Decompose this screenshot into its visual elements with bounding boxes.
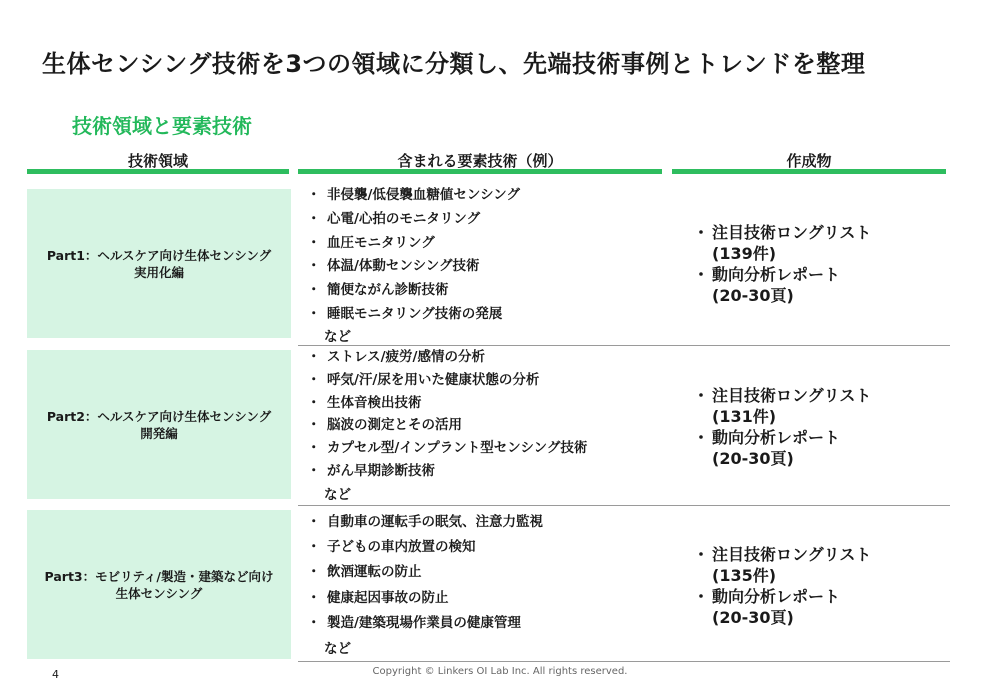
row-label-line: Part1：ヘルスケア向け生体センシング: [46, 247, 272, 263]
deliverables-part2: [690, 385, 940, 469]
list-item: ・ 自動車の運転手の眠気、注意力監視: [305, 510, 665, 535]
element-list-part2: [305, 346, 665, 483]
bullet-icon: ・: [693, 428, 710, 447]
deliverable-pages: (20-30頁): [712, 286, 794, 305]
bullet-icon: ・: [307, 210, 321, 227]
bullet-icon: ・: [307, 305, 321, 322]
section-title: 技術領域と要素技術: [72, 114, 252, 138]
bullet-icon: ・: [693, 265, 710, 284]
list-item: ・ 心電/心拍のモニタリング: [305, 208, 665, 232]
list-item: ・ 飲酒運転の防止: [305, 560, 665, 585]
deliverables-part1: [690, 222, 940, 306]
bullet-icon: ・: [307, 258, 321, 275]
row-label-part2: [27, 350, 291, 499]
row-label-line: 生体センシング: [115, 585, 203, 601]
list-item: ・ がん早期診断技術: [305, 460, 665, 483]
column-header-domain: 技術領域: [27, 150, 289, 174]
row-label-line: 実用化編: [133, 264, 184, 280]
list-item: ・ 非侵襲/低侵襲血糖値センシング: [305, 184, 665, 208]
row-label-line: Part2：ヘルスケア向け生体センシング: [46, 408, 272, 424]
etc-label: など: [324, 329, 351, 345]
list-item: ・ 血圧モニタリング: [305, 232, 665, 256]
bullet-icon: ・: [693, 587, 710, 606]
element-list-part1: [305, 184, 665, 327]
column-header-elements: 含まれる要素技術（例）: [298, 150, 662, 174]
deliverable-count: (131件): [712, 407, 777, 426]
bullet-icon: ・: [307, 371, 321, 388]
bullet-icon: ・: [307, 514, 321, 530]
row-label-line: Part3：モビリティ/製造・建築など向け: [44, 568, 274, 584]
list-item: ・ カプセル型/インプラント型センシング技術: [305, 437, 665, 460]
row-label-line: 開発編: [140, 425, 178, 441]
deliverable-pages: (20-30頁): [712, 449, 794, 468]
bullet-icon: ・: [307, 394, 321, 411]
deliverable-item: ・ 動向分析レポート: [693, 428, 841, 447]
bullet-icon: ・: [307, 614, 321, 631]
row-divider: [298, 661, 950, 662]
bullet-icon: ・: [307, 417, 321, 434]
bullet-icon: ・: [307, 440, 321, 457]
bullet-icon: ・: [307, 187, 321, 203]
bullet-icon: ・: [307, 539, 321, 556]
list-item: ・ 製造/建築現場作業員の健康管理: [305, 611, 665, 636]
list-item: ・ ストレス/疲労/感情の分析: [305, 346, 665, 369]
list-item: ・ 生体音検出技術: [305, 392, 665, 415]
list-item: ・ 子どもの車内放置の検知: [305, 535, 665, 560]
deliverable-item: ・ 注目技術ロングリスト: [693, 386, 872, 405]
bullet-icon: ・: [307, 589, 321, 606]
deliverable-pages: (20-30頁): [712, 608, 794, 627]
bullet-icon: ・: [307, 282, 321, 299]
deliverables-part3: [690, 544, 940, 628]
etc-label: など: [324, 641, 351, 657]
list-item: ・ 簡便ながん診断技術: [305, 279, 665, 303]
column-header-deliverables: 作成物: [672, 150, 946, 174]
list-item: ・ 脳波の測定とその活用: [305, 414, 665, 437]
deliverable-item: ・ 動向分析レポート: [693, 265, 841, 284]
list-item: ・ 体温/体動センシング技術: [305, 255, 665, 279]
etc-label: など: [324, 487, 351, 503]
row-divider: [298, 505, 950, 506]
bullet-icon: ・: [307, 564, 321, 581]
list-item: ・ 呼気/汗/尿を用いた健康状態の分析: [305, 369, 665, 392]
row-label-part3: [27, 510, 291, 659]
bullet-icon: ・: [307, 462, 321, 479]
bullet-icon: ・: [693, 386, 710, 405]
deliverable-item: ・ 動向分析レポート: [693, 587, 841, 606]
bullet-icon: ・: [307, 234, 321, 251]
deliverable-item: ・ 注目技術ロングリスト: [693, 545, 872, 564]
bullet-icon: ・: [693, 545, 710, 564]
bullet-icon: ・: [307, 349, 321, 365]
copyright-notice: Copyright © Linkers OI Lab Inc. All rights reserved.: [372, 666, 628, 677]
deliverable-count: (139件): [712, 244, 777, 263]
row-label-part1: [27, 189, 291, 338]
page-title: 生体センシング技術を3つの領域に分類し、先端技術事例とトレンドを整理: [42, 50, 866, 78]
deliverable-item: ・ 注目技術ロングリスト: [693, 223, 872, 242]
list-item: ・ 健康起因事故の防止: [305, 586, 665, 611]
deliverable-count: (135件): [712, 566, 777, 585]
page-number: 4: [52, 668, 59, 681]
bullet-icon: ・: [693, 223, 710, 242]
list-item: ・ 睡眠モニタリング技術の発展: [305, 303, 665, 327]
element-list-part3: [305, 510, 665, 636]
